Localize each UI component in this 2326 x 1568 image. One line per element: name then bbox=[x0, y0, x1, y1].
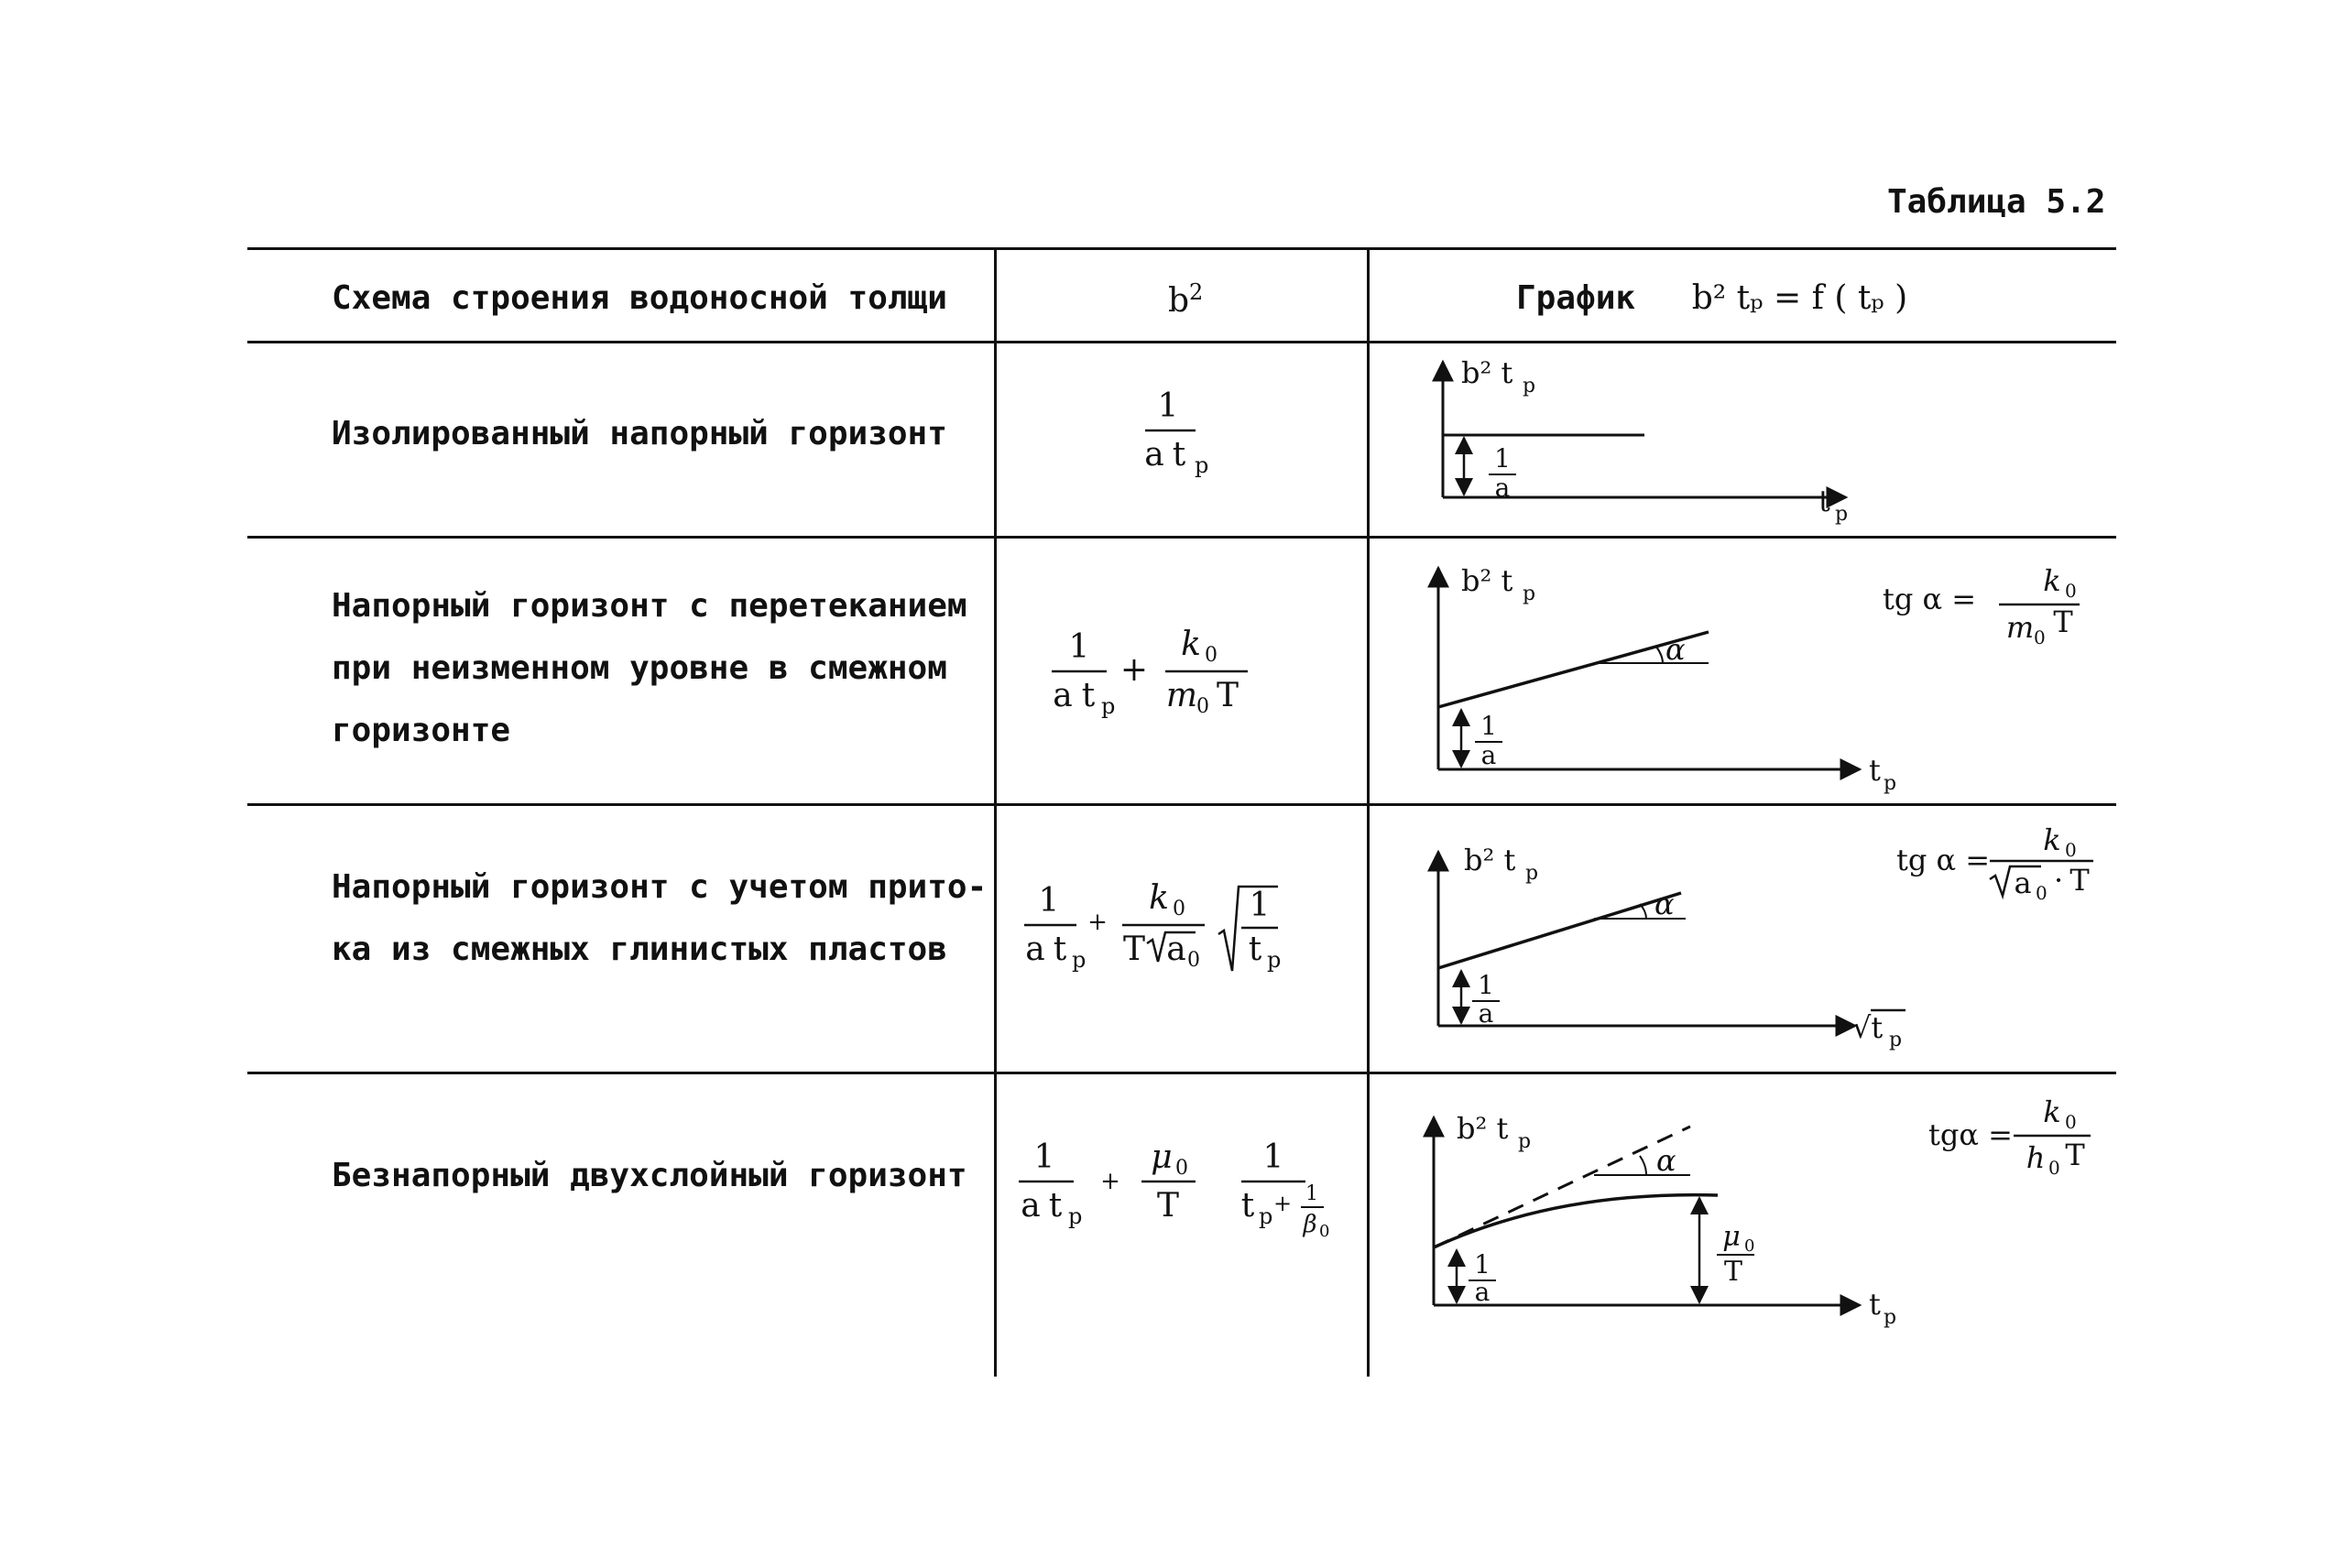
height-mu: μ bbox=[1722, 1221, 1741, 1253]
scheme-line: Безнапорный двухслойный горизонт bbox=[332, 1157, 967, 1194]
axis-x-label: t bbox=[1818, 484, 1830, 518]
axis-x-sub: p bbox=[1884, 1306, 1897, 1329]
scheme-line: Напорный горизонт с перетеканием bbox=[332, 587, 967, 625]
frac-one: 1 bbox=[1494, 443, 1511, 474]
axis-x-sub: p bbox=[1889, 1029, 1903, 1051]
tg-denominator-T: T bbox=[2053, 604, 2073, 639]
numerator-one: 1 bbox=[1157, 387, 1179, 425]
frac-a: a bbox=[1480, 740, 1497, 770]
axis-y-label: b² t bbox=[1461, 355, 1513, 390]
sub-zero: 0 bbox=[1187, 949, 1200, 972]
denominator-m: m bbox=[1165, 677, 1198, 714]
plus-sign: + bbox=[1272, 1191, 1293, 1216]
sub-zero: 0 bbox=[1319, 1222, 1330, 1241]
sub-zero: 0 bbox=[2034, 626, 2046, 648]
graph-row-3 bbox=[1438, 822, 2093, 1051]
height-T: T bbox=[1723, 1256, 1743, 1288]
radicand-sub-p: p bbox=[1267, 947, 1282, 973]
scheme-line: горизонте bbox=[332, 712, 511, 749]
radicand-one: 1 bbox=[1249, 887, 1271, 924]
header-scheme: Схема строения водоносной толщи bbox=[332, 279, 947, 317]
denominator-t: t bbox=[1240, 1187, 1255, 1225]
denominator-T: T bbox=[1156, 1187, 1180, 1225]
denominator-sub-p: p bbox=[1068, 1203, 1083, 1229]
sub-zero: 0 bbox=[2065, 839, 2077, 861]
numerator-k: k bbox=[1149, 879, 1169, 917]
denominator-sub-p: p bbox=[1101, 693, 1116, 719]
radicand-t: t bbox=[1248, 931, 1262, 968]
sub-zero: 0 bbox=[1173, 898, 1185, 920]
axis-y-sub: p bbox=[1525, 862, 1539, 885]
sub-zero: 0 bbox=[1205, 644, 1218, 667]
numerator-mu: μ bbox=[1151, 1138, 1173, 1176]
plus-sign: + bbox=[1087, 909, 1108, 936]
tg-label: tg α = bbox=[1883, 582, 1977, 616]
denominator-a: a bbox=[1053, 677, 1073, 714]
tg-label: tgα = bbox=[1928, 1117, 2013, 1152]
axis-y-sub: p bbox=[1523, 583, 1536, 605]
tg-numerator-k: k bbox=[2043, 1094, 2061, 1129]
axis-x-sub: p bbox=[1835, 503, 1849, 526]
axis-x-label: √t bbox=[1852, 1010, 1884, 1045]
sub-zero: 0 bbox=[1744, 1236, 1755, 1256]
axis-y-label: b² t bbox=[1461, 563, 1513, 598]
numerator-one: 1 bbox=[1068, 628, 1090, 666]
graph-row-1 bbox=[1443, 355, 1848, 526]
tg-numerator-k: k bbox=[2043, 822, 2061, 857]
sub-zero: 0 bbox=[1175, 1157, 1188, 1180]
scheme-line: ка из смежных глинистых пластов bbox=[332, 931, 947, 968]
denominator-T: T bbox=[1216, 677, 1239, 714]
table-caption: Таблица 5.2 bbox=[1887, 183, 2106, 221]
axis-x-label: t bbox=[1869, 1287, 1881, 1322]
axis-x-label: t bbox=[1869, 753, 1881, 788]
sub-zero: 0 bbox=[1196, 695, 1209, 718]
axis-y-sub: p bbox=[1518, 1130, 1532, 1153]
denominator-sub-p: p bbox=[1195, 452, 1209, 478]
plus-sign: + bbox=[1119, 651, 1149, 689]
numerator-one: 1 bbox=[1262, 1138, 1284, 1176]
plus-sign: + bbox=[1100, 1168, 1120, 1195]
tg-numerator-k: k bbox=[2043, 563, 2061, 598]
tg-label: tg α = bbox=[1896, 843, 1991, 877]
tg-denominator-m: m bbox=[2005, 610, 2035, 645]
axis-y-label: b² t bbox=[1464, 843, 1516, 877]
tg-denominator-h: h bbox=[2026, 1140, 2046, 1175]
frac-one: 1 bbox=[1480, 711, 1497, 741]
denominator-t: t bbox=[1053, 931, 1067, 968]
scheme-line: Изолированный напорный горизонт bbox=[332, 415, 947, 452]
header-graph-word: График bbox=[1516, 279, 1636, 317]
frac-one: 1 bbox=[1478, 970, 1494, 1000]
sub-zero: 0 bbox=[2048, 1157, 2060, 1179]
denominator-a: a bbox=[1144, 436, 1164, 474]
axis-y-sub: p bbox=[1523, 375, 1536, 397]
axis-x-sub: p bbox=[1884, 772, 1897, 795]
scheme-line: при неизменном уровне в смежном bbox=[332, 649, 947, 687]
header-graph-formula: b² tₚ = f ( tₚ ) bbox=[1691, 279, 1908, 317]
graph-row-2 bbox=[1438, 563, 2080, 795]
frac-a: a bbox=[1478, 998, 1494, 1029]
sub-zero: 0 bbox=[2036, 882, 2048, 904]
denominator-a: a bbox=[1021, 1187, 1041, 1225]
denominator-t: t bbox=[1048, 1187, 1063, 1225]
alpha-label: α bbox=[1654, 887, 1675, 921]
numerator-one: 1 bbox=[1038, 882, 1060, 920]
denominator-t: t bbox=[1081, 677, 1096, 714]
frac-a: a bbox=[1474, 1277, 1491, 1307]
denominator-a: a bbox=[1025, 931, 1045, 968]
small-one: 1 bbox=[1305, 1182, 1318, 1205]
numerator-k: k bbox=[1181, 626, 1201, 663]
axis-y-label: b² t bbox=[1457, 1111, 1509, 1146]
numerator-one: 1 bbox=[1033, 1138, 1055, 1176]
tg-denominator-T: T bbox=[2065, 1138, 2085, 1172]
radicand-a: a bbox=[1166, 931, 1186, 968]
beta: β bbox=[1303, 1211, 1317, 1238]
alpha-label: α bbox=[1656, 1143, 1676, 1178]
sub-zero: 0 bbox=[2065, 1111, 2077, 1133]
denominator-sub-p: p bbox=[1072, 947, 1087, 973]
header-b2-sup: 2 bbox=[1189, 279, 1204, 305]
graph-row-4 bbox=[1434, 1094, 2091, 1329]
scheme-line: Напорный горизонт с учетом прито- bbox=[332, 868, 988, 906]
frac-a: a bbox=[1494, 473, 1511, 503]
tg-radicand-a: a bbox=[2014, 866, 2032, 900]
denominator-t: t bbox=[1172, 436, 1186, 474]
denominator-sub-p: p bbox=[1259, 1203, 1273, 1229]
tg-denominator-T: T bbox=[2069, 863, 2090, 898]
denominator-T: T bbox=[1122, 931, 1146, 968]
alpha-label: α bbox=[1665, 632, 1686, 667]
tg-dot: · bbox=[2054, 863, 2064, 898]
frac-one: 1 bbox=[1474, 1249, 1491, 1279]
header-b2-base: b bbox=[1168, 282, 1190, 320]
sub-zero: 0 bbox=[2065, 580, 2077, 602]
